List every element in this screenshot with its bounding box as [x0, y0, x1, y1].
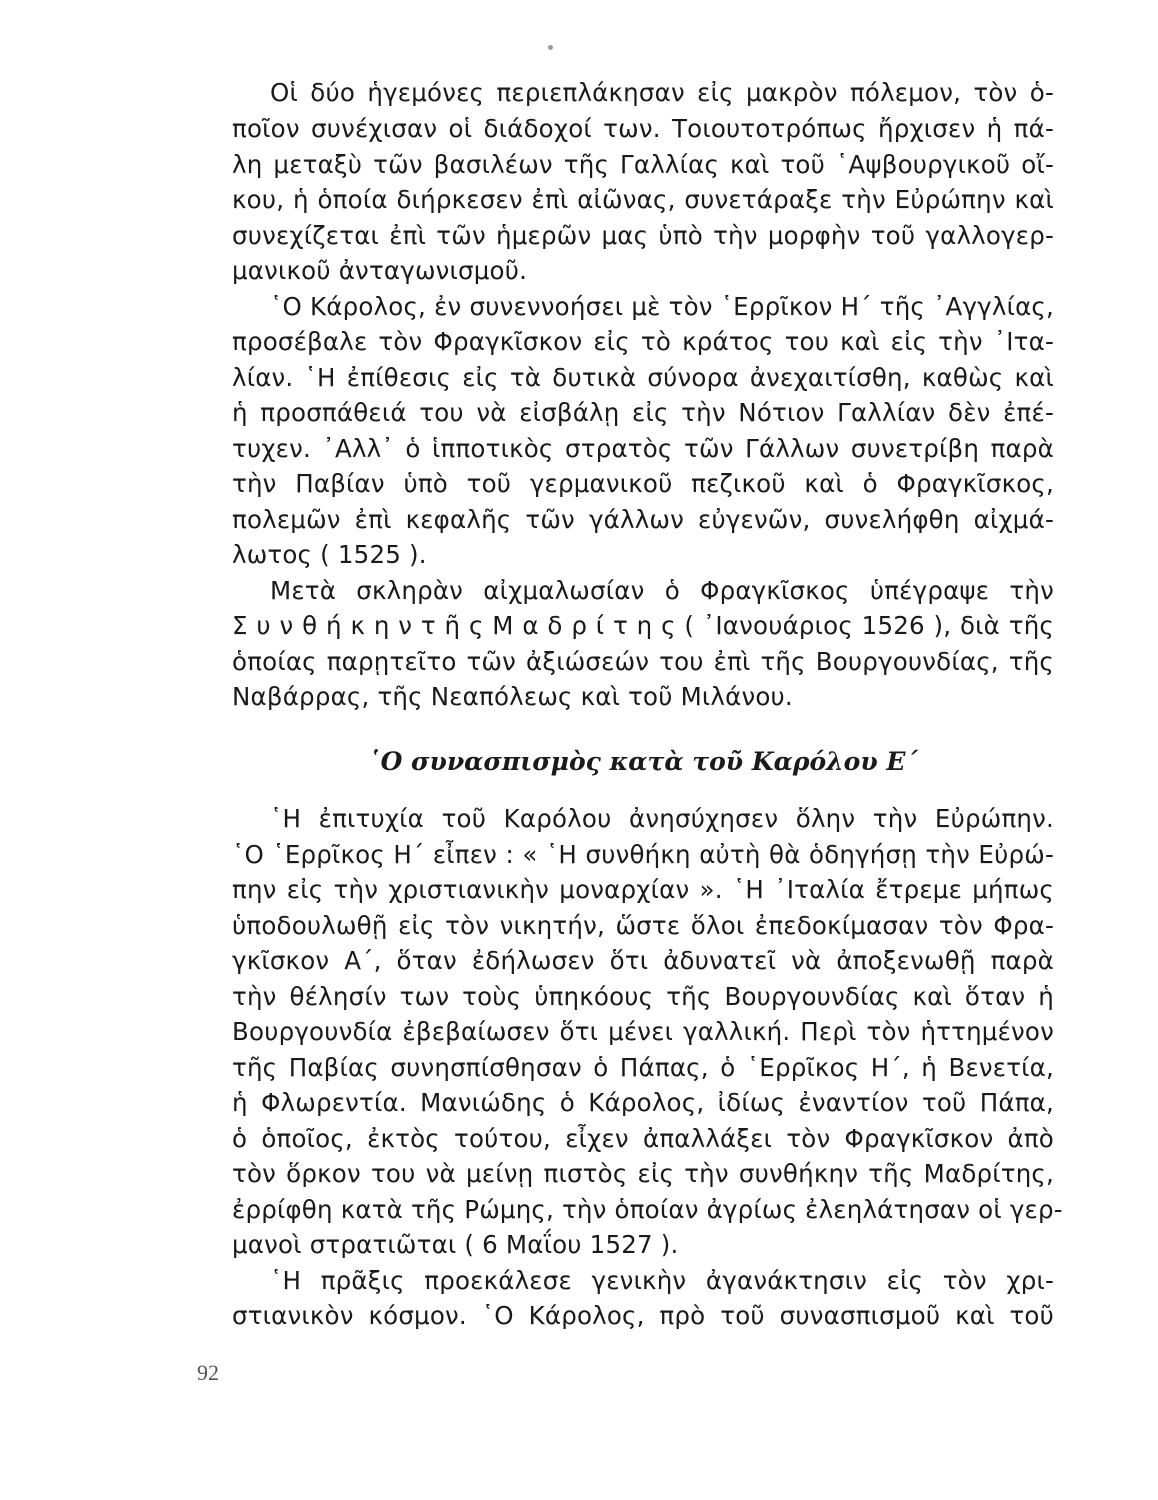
text-line: μανικοῦ ἀνταγωνισμοῦ. — [232, 256, 528, 285]
text-line: ποῖον συνέχισαν οἱ διάδοχοί των. Τοιουτοτρόπως ἤρχισεν ἡ πά- — [232, 114, 1054, 143]
text-line: μανοὶ στρατιῶται ( 6 Μαΐου 1527 ). — [232, 1230, 679, 1259]
text-line: γκῖσκον Α΄, ὅταν ἐδήλωσεν ὅτι ἀδυνατεῖ νὰ ἀποξενωθῇ παρὰ — [232, 946, 1054, 975]
text-line: Μετὰ σκληρὰν αἰχμαλωσίαν ὁ Φραγκῖσκος ὑπέγραψε τὴν — [270, 576, 1054, 605]
text-line: προσέβαλε τὸν Φραγκῖσκον εἰς τὸ κράτος του καὶ εἰς τὴν ᾽Ιτα- — [232, 327, 1054, 356]
scan-speck — [548, 45, 553, 50]
text-line: στιανικὸν κόσμον. ῾Ο Κάρολος, πρὸ τοῦ συνασπισμοῦ καὶ τοῦ — [232, 1301, 1054, 1330]
page-number: 92 — [197, 1360, 219, 1385]
text-line: λη μεταξὺ τῶν βασιλέων τῆς Γαλλίας καὶ τοῦ ῾Αψβουργικοῦ οἴ- — [232, 150, 1054, 179]
text-line: λίαν. ῾Η ἐπίθεσις εἰς τὰ δυτικὰ σύνορα ἀνεχαιτίσθη, καθὼς καὶ — [232, 363, 1054, 392]
text-line: πην εἰς τὴν χριστιανικὴν μοναρχίαν ». ῾Η ᾽Ιταλία ἔτρεμε μήπως — [232, 875, 1054, 904]
text-line: ἡ προσπάθειά του νὰ εἰσβάλῃ εἰς τὴν Νότιον Γαλλίαν δὲν ἐπέ- — [232, 398, 1054, 427]
text-line: ῾Η πρᾶξις προεκάλεσε γενικὴν ἀγανάκτησιν εἰς τὸν χρι- — [270, 1266, 1054, 1295]
text-line: Ναβάρρας, τῆς Νεαπόλεως καὶ τοῦ Μιλάνου. — [232, 682, 793, 711]
text-line: κου, ἡ ὁποία διήρκεσεν ἐπὶ αἰῶνας, συνετάραξε τὴν Εὐρώπην καὶ — [232, 185, 1054, 214]
text-line: ῾Ο ῾Ερρῖκος Η΄ εἶπεν : « ῾Η συνθήκη αὐτὴ θὰ ὁδηγήσῃ τὴν Εὐρώ- — [232, 840, 1054, 869]
text-line: ῾Η ἐπιτυχία τοῦ Καρόλου ἀνησύχησεν ὅλην τὴν Εὐρώπην. — [270, 804, 1054, 833]
text-line: λωτος ( 1525 ). — [232, 540, 427, 569]
text-line: Οἱ δύο ἡγεμόνες περιεπλάκησαν εἰς μακρὸν πόλεμον, τὸν ὁ- — [270, 78, 1054, 107]
text-line: ὁποίας παρῃτεῖτο τῶν ἀξιώσεών του ἐπὶ τῆς Βουργουνδίας, τῆς — [232, 647, 1054, 676]
text-line: πολεμῶν ἐπὶ κεφαλῆς τῶν γάλλων εὐγενῶν, συνελήφθη αἰχμά- — [232, 505, 1054, 534]
text-line: τῆς Παβίας συνησπίσθησαν ὁ Πάπας, ὁ ῾Ερρῖκος Η΄, ἡ Βενετία, — [232, 1053, 1054, 1082]
text-line: συνεχίζεται ἐπὶ τῶν ἡμερῶν μας ὑπὸ τὴν μορφὴν τοῦ γαλλογερ- — [232, 221, 1054, 250]
text-line: ἐρρίφθη κατὰ τῆς Ρώμης, τὴν ὁποίαν ἀγρίως ἐλεηλάτησαν οἱ γερ- — [232, 1195, 1063, 1224]
text-line: Σ υ ν θ ή κ η ν τ ῆ ς Μ α δ ρ ί τ η ς ( ᾽Ιανουάριος 1526 ), διὰ τῆς — [232, 611, 1054, 640]
text-line: ῾Ο Κάρολος, ἐν συνεννοήσει μὲ τὸν ῾Ερρῖκον Η΄ τῆς ᾽Αγγλίας, — [270, 292, 1054, 321]
text-line: ἡ Φλωρεντία. Μανιώδης ὁ Κάρολος, ἰδίως ἐναντίον τοῦ Πάπα, — [232, 1088, 1054, 1117]
text-line: τὴν θέλησίν των τοὺς ὑπηκόους τῆς Βουργουνδίας καὶ ὅταν ἡ — [232, 982, 1054, 1011]
text-line: Βουργουνδία ἐβεβαίωσεν ὅτι μένει γαλλική. Περὶ τὸν ἡττημένον — [232, 1017, 1054, 1046]
text-line: τὸν ὅρκον του νὰ μείνῃ πιστὸς εἰς τὴν συνθήκην τῆς Μαδρίτης, — [232, 1159, 1054, 1188]
section-heading: ῾Ο συνασπισμὸς κατὰ τοῦ Καρόλου Ε΄ — [368, 747, 918, 776]
text-line: τὴν Παβίαν ὑπὸ τοῦ γερμανικοῦ πεζικοῦ καὶ ὁ Φραγκῖσκος, — [232, 469, 1054, 498]
text-line: τυχεν. ᾽Αλλ᾽ ὁ ἱπποτικὸς στρατὸς τῶν Γάλλων συνετρίβη παρὰ — [232, 434, 1054, 463]
text-line: ὑποδουλωθῇ εἰς τὸν νικητήν, ὥστε ὅλοι ἐπεδοκίμασαν τὸν Φρα- — [232, 911, 1054, 940]
text-line: ὁ ὁποῖος, ἐκτὸς τούτου, εἶχεν ἀπαλλάξει τὸν Φραγκῖσκον ἀπὸ — [232, 1124, 1054, 1153]
